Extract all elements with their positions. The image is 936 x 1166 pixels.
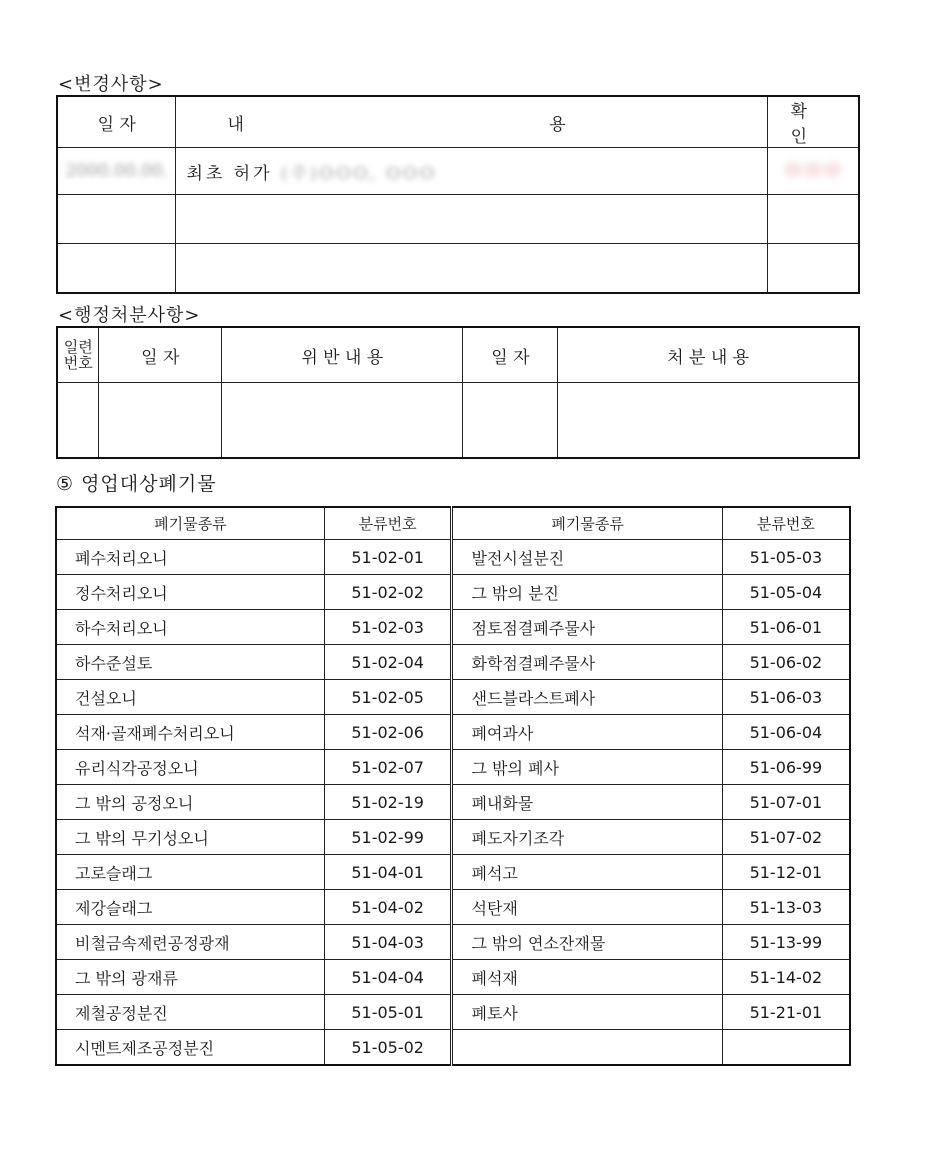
waste-row — [56, 540, 850, 575]
change-content-text: 최초 허가 — [186, 163, 273, 184]
admin-header-row — [57, 327, 859, 383]
waste-name-right: 점토점결폐주물사 — [452, 610, 722, 645]
waste-name-right: 폐여과사 — [452, 715, 722, 750]
waste-code-right: 51-07-01 — [722, 785, 850, 820]
waste-code-left: 51-05-01 — [324, 995, 452, 1030]
header-violation: 위 반 내 용 — [222, 327, 463, 383]
waste-code-left: 51-02-04 — [324, 645, 452, 680]
admin-date2 — [463, 383, 558, 459]
waste-row — [56, 890, 850, 925]
waste-name-left: 그 밖의 무기성오니 — [56, 820, 324, 855]
waste-name-left: 석재·골재폐수처리오니 — [56, 715, 324, 750]
waste-name-left: 하수준설토 — [56, 645, 324, 680]
changes-row — [57, 195, 859, 244]
waste-row — [56, 785, 850, 820]
header-left-type: 폐기물종류 — [56, 507, 324, 540]
waste-code-right: 51-06-01 — [722, 610, 850, 645]
waste-row — [56, 680, 850, 715]
waste-code-left: 51-05-02 — [324, 1030, 452, 1066]
waste-row — [56, 645, 850, 680]
waste-name-left: 유리식각공정오니 — [56, 750, 324, 785]
change-confirm — [767, 244, 859, 294]
waste-code-left: 51-04-03 — [324, 925, 452, 960]
waste-name-right: 그 밖의 폐사 — [452, 750, 722, 785]
waste-code-left: 51-02-02 — [324, 575, 452, 610]
waste-row — [56, 715, 850, 750]
waste-name-left: 하수처리오니 — [56, 610, 324, 645]
waste-code-left: 51-02-05 — [324, 680, 452, 715]
waste-code-left: 51-02-03 — [324, 610, 452, 645]
waste-row — [56, 925, 850, 960]
waste-code-left: 51-02-99 — [324, 820, 452, 855]
waste-code-left: 51-04-02 — [324, 890, 452, 925]
waste-code-right: 51-06-02 — [722, 645, 850, 680]
change-confirm — [767, 195, 859, 244]
admin-date1 — [99, 383, 222, 459]
header-right-type: 폐기물종류 — [452, 507, 722, 540]
header-right-code: 분류번호 — [722, 507, 850, 540]
waste-name-left: 고로슬래그 — [56, 855, 324, 890]
header-disposition: 처 분 내 용 — [558, 327, 859, 383]
waste-code-left: 51-02-06 — [324, 715, 452, 750]
waste-row — [56, 575, 850, 610]
header-serial — [57, 327, 99, 383]
admin-title: <행정처분사항> — [58, 305, 201, 326]
waste-name-right: 화학점결폐주물사 — [452, 645, 722, 680]
waste-name-right: 폐석재 — [452, 960, 722, 995]
waste-row — [56, 610, 850, 645]
header-content: 내 용 — [176, 96, 767, 148]
waste-row — [56, 750, 850, 785]
waste-row — [56, 995, 850, 1030]
header-left-code: 분류번호 — [324, 507, 452, 540]
waste-name-left: 그 밖의 광재류 — [56, 960, 324, 995]
header-serial-bottom: 번호 — [63, 354, 93, 372]
waste-code-right: 51-13-99 — [722, 925, 850, 960]
header-date1: 일 자 — [99, 327, 222, 383]
waste-name-left: 제철공정분진 — [56, 995, 324, 1030]
header-serial-top: 일련 — [63, 338, 93, 356]
waste-name-left: 비철금속제련공정광재 — [56, 925, 324, 960]
waste-code-right: 51-14-02 — [722, 960, 850, 995]
waste-name-right: 샌드블라스트폐사 — [452, 680, 722, 715]
waste-header-row — [56, 507, 850, 540]
waste-code-left: 51-02-07 — [324, 750, 452, 785]
waste-name-left: 정수처리오니 — [56, 575, 324, 610]
admin-disposition — [558, 383, 859, 459]
waste-table — [55, 506, 851, 1066]
waste-name-right — [452, 1030, 722, 1066]
changes-header-row — [57, 96, 859, 148]
waste-code-right: 51-05-04 — [722, 575, 850, 610]
waste-name-right: 폐석고 — [452, 855, 722, 890]
admin-violation — [222, 383, 463, 459]
changes-row — [57, 244, 859, 294]
waste-code-right — [722, 1030, 850, 1066]
waste-name-left: 제강슬래그 — [56, 890, 324, 925]
changes-table — [56, 95, 860, 294]
admin-row — [57, 383, 859, 459]
waste-body — [56, 540, 850, 1066]
waste-code-right: 51-07-02 — [722, 820, 850, 855]
redacted-stamp: O O O — [786, 161, 840, 181]
change-content — [176, 148, 767, 195]
waste-row — [56, 820, 850, 855]
waste-code-right: 51-21-01 — [722, 995, 850, 1030]
redacted-company: (주)OOO, OOO — [280, 163, 438, 184]
change-content — [176, 244, 767, 294]
changes-title: <변경사항> — [58, 74, 164, 95]
waste-code-right: 51-06-04 — [722, 715, 850, 750]
waste-code-right: 51-06-99 — [722, 750, 850, 785]
waste-name-right: 폐내화물 — [452, 785, 722, 820]
waste-code-right: 51-05-03 — [722, 540, 850, 575]
waste-name-right: 폐도자기조각 — [452, 820, 722, 855]
change-date — [57, 244, 176, 294]
changes-row — [57, 148, 859, 195]
waste-code-right: 51-13-03 — [722, 890, 850, 925]
waste-row — [56, 1030, 850, 1066]
waste-code-left: 51-02-19 — [324, 785, 452, 820]
waste-name-right: 폐토사 — [452, 995, 722, 1030]
waste-name-left: 그 밖의 공정오니 — [56, 785, 324, 820]
waste-name-left: 시멘트제조공정분진 — [56, 1030, 324, 1066]
waste-row — [56, 855, 850, 890]
header-confirm: 확 인 — [767, 96, 859, 148]
admin-serial — [57, 383, 99, 459]
waste-row — [56, 960, 850, 995]
waste-code-left: 51-04-01 — [324, 855, 452, 890]
change-content — [176, 195, 767, 244]
change-date — [57, 148, 176, 195]
waste-name-right: 발전시설분진 — [452, 540, 722, 575]
waste-code-left: 51-02-01 — [324, 540, 452, 575]
waste-name-left: 폐수처리오니 — [56, 540, 324, 575]
header-date2: 일 자 — [463, 327, 558, 383]
waste-name-right: 석탄재 — [452, 890, 722, 925]
waste-code-right: 51-06-03 — [722, 680, 850, 715]
redacted-date: 2000.00.00. — [65, 161, 169, 181]
waste-name-left: 건설오니 — [56, 680, 324, 715]
change-confirm — [767, 148, 859, 195]
waste-name-right: 그 밖의 연소잔재물 — [452, 925, 722, 960]
waste-name-right: 그 밖의 분진 — [452, 575, 722, 610]
admin-table — [56, 326, 860, 459]
waste-code-right: 51-12-01 — [722, 855, 850, 890]
change-date — [57, 195, 176, 244]
waste-title: ⑤ 영업대상폐기물 — [56, 473, 217, 495]
header-date: 일 자 — [57, 96, 176, 148]
waste-code-left: 51-04-04 — [324, 960, 452, 995]
